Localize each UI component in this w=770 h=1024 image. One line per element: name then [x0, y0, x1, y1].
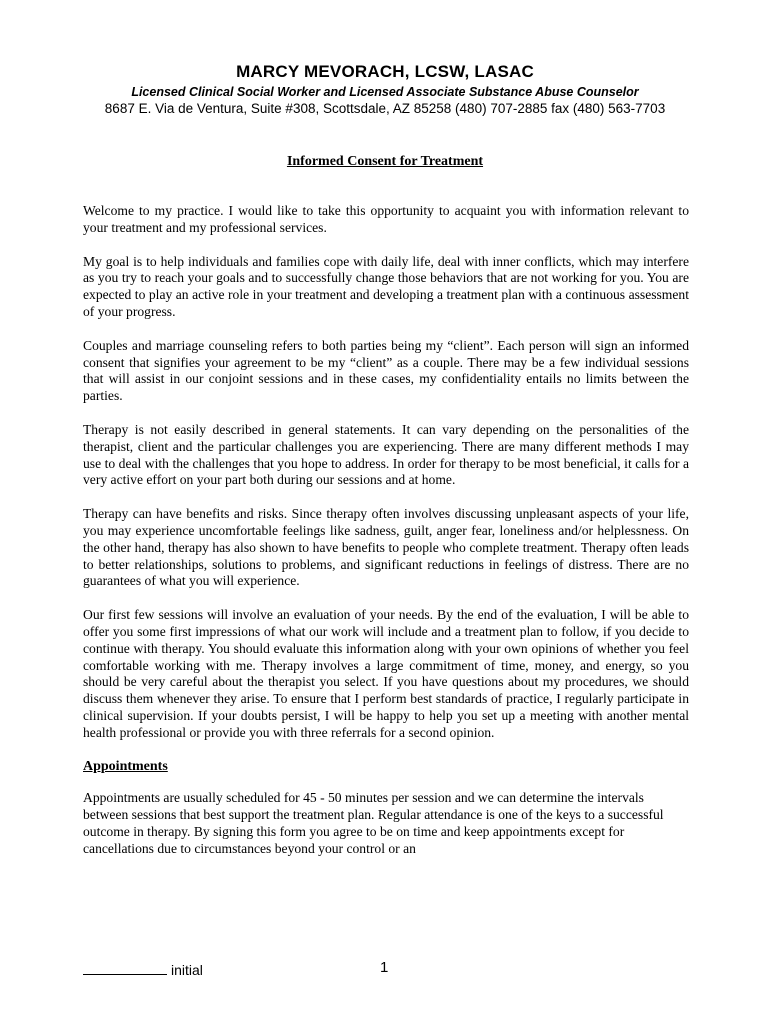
paragraph-goal: My goal is to help individuals and families cope with daily life, deal with inner conflicts, which may interfere as you try to reach your goals and to successfully change those behaviors that are not working for you. You are expected to play an active role in your treatment and developing a treatment plan with a continuous assessment of your progress.: [83, 253, 689, 319]
paragraph-welcome: Welcome to my practice. I would like to take this opportunity to acquaint you with information relevant to your treatment and my professional services.: [83, 203, 689, 235]
paragraph-therapy-description: Therapy is not easily described in general statements. It can vary depending on the personalities of the therapist, client and the particular challenges you are experiencing. There are many different methods I may use to deal with the challenges that you hope to address. In order for therapy to be most beneficial, it calls for a very active effort on your part both during our sessions and at home.: [83, 421, 689, 488]
initial-signature-line[interactable]: [83, 961, 167, 975]
page-number: 1: [380, 959, 389, 976]
paragraph-couples: Couples and marriage counseling refers to both parties being my “client”. Each person will sign an informed consent that signifies your agreement to be my “client” as a couple. There may be a few individual sessions that will assist in our conjoint sessions and in these cases, my confidentiality entails no limits between the parties.: [83, 337, 689, 404]
paragraph-appointments: Appointments are usually scheduled for 45 - 50 minutes per session and we can determine the intervals between sessions that best support the treatment plan. Regular attendance is one of the keys to a successful outcome in therapy. By signing this form you agree to be on time and keep appointments except for cancellations due to circumstances beyond your control or an: [83, 790, 664, 856]
paragraph-benefits-risks: Therapy can have benefits and risks. Since therapy often involves discussing unpleasant aspects of your life, you may experience uncomfortable feelings like sadness, guilt, anger fear, loneliness and/or helplessness. On the other hand, therapy has also shown to have benefits to people who complete treatment. Therapy often leads to better relationships, solutions to problems, and significant reductions in feelings of distress. There are no guarantees of what you will experience.: [83, 506, 689, 589]
initial-label: initial: [171, 962, 203, 978]
document-body: [83, 203, 689, 875]
section-heading-appointments: Appointments: [83, 758, 168, 774]
initial-field: [83, 961, 203, 978]
practitioner-credentials: Licensed Clinical Social Worker and Licensed Associate Substance Abuse Counselor: [131, 85, 639, 99]
practitioner-name: MARCY MEVORACH, LCSW, LASAC: [236, 62, 534, 81]
practice-address: 8687 E. Via de Ventura, Suite #308, Scottsdale, AZ 85258 (480) 707-2885 fax (480) 563-7703: [104, 101, 666, 116]
document-title: Informed Consent for Treatment: [286, 154, 484, 169]
paragraph-evaluation: Our first few sessions will involve an evaluation of your needs. By the end of the evaluation, I will be able to offer you some first impressions of what our work will include and a treatment plan to follow, if you decide to continue with therapy. You should evaluate this information along with your own opinions of whether you feel comfortable working with me. Therapy involves a large commitment of time, money, and energy, so you should be very careful about the therapist you select. If you have questions about my procedures, we should discuss them whenever they arise. To ensure that I perform best standards of practice, I regularly participate in clinical supervision. If your doubts persist, I will be happy to help you set up a meeting with another mental health professional or provide you with three referrals for a second opinion.: [83, 607, 689, 740]
